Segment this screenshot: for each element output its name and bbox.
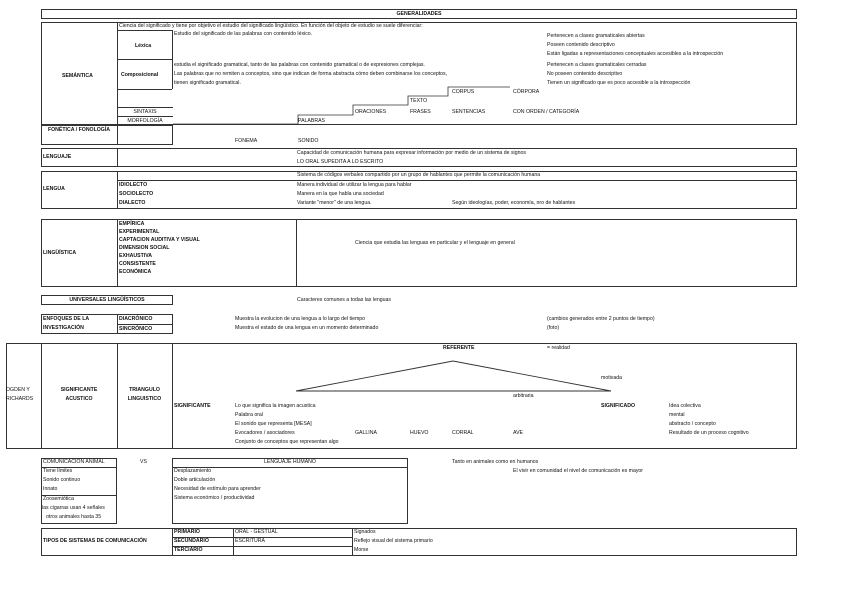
sociolecto-desc: Manera en la que habla una sociedad — [297, 191, 384, 197]
sig-acustico-1: SIGNIFICANTE — [60, 387, 98, 393]
linguistica-def: Ciencia que estudia las lenguas en particular y el lenguaje en general — [355, 240, 515, 246]
example-ave: AVE — [513, 430, 523, 436]
page-title: GENERALIDADES — [396, 11, 442, 17]
sig-acustico-2: ACUSTICO — [65, 396, 93, 402]
oraciones-label: ORACIONES — [355, 109, 387, 115]
tipos-label: TIPOS DE SISTEMAS DE COMUNICACIÓN — [43, 538, 147, 544]
ambos-label: Tanto en animales como en humanos — [452, 459, 539, 465]
con-orden-label: CON ORDEN / CATEGORÍA — [513, 109, 580, 115]
significante-label: SIGNIFICANTE — [174, 403, 211, 409]
sdo-line-1: Idea colectiva — [669, 403, 701, 409]
triangulo-label-2: LINGUISTICO — [127, 396, 162, 402]
sociolecto-label: SOCIOLECTO — [119, 191, 154, 197]
animal-item-4: Zoosemiótica — [43, 496, 74, 502]
lexica-desc: Estudio del significado de las palabras con contenido léxico. — [174, 31, 313, 37]
compo-desc-1: estudia el significado gramatical, tanto de las palabras con contenido gramatical o de expresiones complejas. — [174, 62, 425, 68]
sdo-line-2: mental — [669, 412, 685, 418]
compo-desc-2: Las palabras que no remiten a conceptos, sino que indican de forma abstracta cómo deben combinarse los conceptos, — [174, 71, 448, 77]
lexica-right-3: Están ligadas a representaciones conceptuales accesibles a la introspección — [547, 51, 724, 57]
animal-item-3: Innato — [43, 486, 58, 492]
fonetica-label: FONÉTICA / FONOLOGÍA — [47, 127, 111, 133]
example-huevo: HUEVO — [410, 430, 429, 436]
universales-label: UNIVERSALES LINGÜÍSTICOS — [69, 297, 145, 303]
trait-3: CAPTACION AUDITIVA Y VISUAL — [119, 237, 200, 243]
sentencias-label: SENTENCIAS — [452, 109, 486, 115]
example-gallina: GALLINA — [355, 430, 377, 436]
triangulo-label-1: TRIANGULO — [129, 387, 160, 393]
palabras-label: PALABRAS — [298, 118, 326, 124]
linguistica-label: LINGÜÍSTICA — [43, 250, 77, 256]
lengua-def: Sistema de códigos verbales compartido por un grupo de hablantes que permite la comunicación humana — [297, 172, 541, 178]
corpus-label: CORPUS — [452, 89, 475, 95]
lexica-right-1: Pertenecen a clases gramaticales abiertas — [547, 33, 645, 39]
ste-line-5: Conjunto de conceptos que representan algo — [235, 439, 339, 445]
sonido-label: SONIDO — [298, 138, 319, 144]
diacronico-label: DIACRÓNICO — [119, 316, 153, 322]
trait-7: ECONÓMICA — [119, 269, 152, 275]
primario-medium: ORAL - GESTUAL — [235, 529, 278, 535]
trait-5: EXHAUSTIVA — [119, 253, 153, 259]
lexica-right-2: Poseen contenido descriptivo — [547, 42, 615, 48]
lexica-label: Léxica — [135, 43, 152, 49]
lenguaje-line-1: Capacidad de comunicación humana para expresar información por medio de un sistema de signos — [297, 150, 526, 156]
terciario-label: TERCIARIO — [174, 547, 203, 553]
primario-label: PRIMARIO — [174, 529, 200, 535]
trait-1: EMPÍRICA — [119, 221, 145, 227]
vs-label: VS — [140, 459, 147, 465]
trait-4: DIMENSION SOCIAL — [119, 245, 170, 251]
dialecto-label: DIALECTO — [119, 200, 146, 206]
animal-item-5: las cigarras usan 4 señales — [42, 505, 105, 511]
lenguaje-humano-label: LENGUAJE HUMANO — [264, 459, 316, 465]
significado-label: SIGNIFICADO — [601, 403, 636, 409]
humano-item-1: Desplazamiento — [174, 468, 212, 474]
secundario-desc: Reflejo visual del sistema primario — [354, 538, 433, 544]
diacronico-note: (cambios generados entre 2 puntos de tiempo) — [547, 316, 655, 322]
humano-item-3: Necesidad de estímulo para aprender — [174, 486, 261, 492]
motivada-label: motivada — [601, 375, 623, 381]
ogden-richards-1: OGDEN Y — [6, 387, 30, 393]
universales-desc: Caracteres comunes a todas las lenguas — [297, 297, 392, 303]
enfoques-label-2: INVESTIGACIÓN — [43, 325, 84, 331]
texto-label: TEXTO — [410, 98, 428, 104]
ste-line-3: El sonido que representa [MESA] — [235, 421, 312, 427]
sincronico-label: SINCRÓNICO — [119, 326, 153, 332]
frases-label: FRASES — [410, 109, 431, 115]
sdo-line-3: abstracto / concepto — [669, 421, 716, 427]
animal-item-6: otros animales hasta 35 — [46, 514, 102, 520]
dialecto-note: Según ideologías, poder, economía, nro de hablantes — [452, 200, 576, 206]
trait-6: CONSISTENTE — [119, 261, 156, 267]
vivir-label: El vivir en comunidad el nivel de comunicación es mayor — [513, 468, 644, 474]
morfologia-label: MORFOLOGÍA — [127, 118, 163, 124]
sincronico-note: (foto) — [547, 325, 560, 331]
ogden-richards-2: RICHARDS — [6, 396, 34, 402]
humano-item-2: Doble articulación — [174, 477, 216, 483]
ste-line-2: Palabra oral — [235, 412, 263, 418]
secundario-label: SECUNDARIO — [174, 538, 209, 544]
compo-right-1: Pertenecen a clases gramaticales cerradas — [547, 62, 647, 68]
referente-label: REFERENTE — [443, 345, 475, 351]
humano-item-4: Sistema económico / productividad — [174, 495, 255, 501]
ste-line-4: Evocadores / asociadores — [235, 430, 295, 436]
sintaxis-label: SINTAXIS — [133, 109, 157, 115]
lenguaje-line-2: LO ORAL SUPEDITA A LO ESCRITO — [297, 159, 384, 165]
semantica-intro: Ciencia del significado y tiene por objetivo el estudio del significado lingüístico. En función del objeto de estudio se suele diferenciar: — [119, 23, 423, 29]
corpora-label: CÓRPORA — [513, 89, 540, 95]
dialecto-desc: Variante "menor" de una lengua. — [297, 200, 372, 206]
arbitraria-label: arbitraria — [513, 393, 534, 399]
lengua-label: LENGUA — [43, 186, 65, 192]
animal-item-2: Sonido continuo — [43, 477, 81, 483]
idiolecto-label: IDIOLECTO — [119, 182, 148, 188]
example-corral: CORRAL — [452, 430, 474, 436]
trait-2: EXPERIMENTAL — [119, 229, 160, 235]
animal-item-1: Tiene límites — [43, 468, 73, 474]
semantica-label: SEMÁNTICA — [62, 73, 93, 79]
comunicacion-animal-label: COMUNICACIÓN ANIMAL — [43, 459, 105, 465]
fonema-label: FONEMA — [235, 138, 258, 144]
secundario-medium: ESCRITURA — [235, 538, 265, 544]
compo-right-3: Tienen un significado que es poco accesible a la introspección — [547, 80, 691, 86]
terciario-desc: Morse — [354, 547, 369, 553]
primario-desc: Signados — [354, 529, 376, 535]
compo-right-2: No poseen contenido descriptivo — [547, 71, 623, 77]
composicional-label: Composicional — [121, 72, 159, 78]
enfoques-label-1: ENFOQUES DE LA — [43, 316, 90, 322]
compo-desc-3: tienen significado gramatical. — [174, 80, 241, 86]
realidad-label: = realidad — [547, 345, 570, 351]
sdo-line-4: Resultado de un proceso cognitivo — [669, 430, 749, 436]
ste-line-1: Lo que significa la imagen acustica — [235, 403, 316, 409]
sincronico-desc: Muestra el estado de una lengua en un momento determinado — [235, 325, 379, 331]
diacronico-desc: Muestra la evolucion de una lengua a lo largo del tiempo — [235, 316, 366, 322]
lenguaje-label: LENGUAJE — [43, 154, 72, 160]
idiolecto-desc: Manera individual de utilizar la lengua para hablar — [297, 182, 412, 188]
